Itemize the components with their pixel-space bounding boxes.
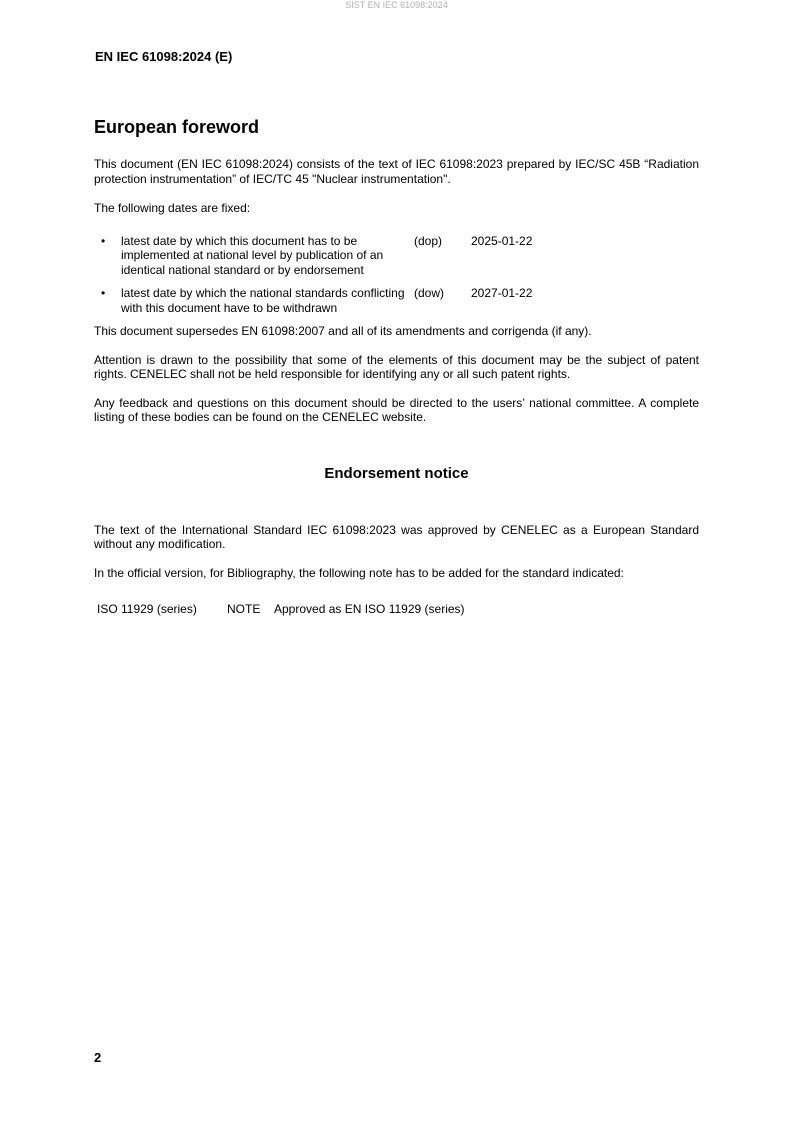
foreword-title: European foreword: [94, 117, 260, 137]
page-content: [94, 116, 699, 617]
feedback-paragraph: Any feedback and questions on this document should be directed to the users’ national committee. A complete listing of these bodies can be found on the CENELEC website.: [94, 395, 699, 424]
bullet-icon: •: [101, 233, 106, 248]
date-row-dow: [94, 286, 699, 315]
endorsement-title: Endorsement notice: [324, 464, 469, 482]
approval-paragraph: The text of the International Standard IEC 61098:2023 was approved by CENELEC as a European Standard without any modification.: [94, 522, 699, 551]
date-row-dop: [94, 234, 699, 278]
bullet-icon: •: [101, 286, 106, 300]
bibliography-note: [94, 602, 699, 617]
date-code: (dop): [414, 233, 443, 248]
foreword-intro-paragraph: This document (EN IEC 61098:2024) consists of the text of IEC 61098:2023 prepared by IEC/SC 45B “Radiation protection instrumentation” of IEC/TC 45 "Nuclear instrumentation".: [94, 157, 699, 186]
date-code: (dow): [414, 286, 445, 300]
date-description: latest date by which this document has to be implemented at national level by publication of an identical national standard or by endorsement: [121, 233, 384, 277]
note-reference: ISO 11929 (series): [97, 602, 197, 616]
date-description: latest date by which the national standards conflicting with this document have to be withdrawn: [121, 286, 405, 315]
dates-list: [94, 234, 699, 316]
bibliography-intro-paragraph: In the official version, for Bibliography, the following note has to be added for the standard indicated:: [94, 565, 624, 580]
date-value: 2025-01-22: [471, 233, 533, 248]
date-value: 2027-01-22: [471, 286, 533, 300]
page-number: 2: [94, 1050, 102, 1065]
note-label: NOTE: [227, 602, 261, 616]
dates-intro-paragraph: The following dates are fixed:: [94, 201, 251, 215]
patent-paragraph: Attention is drawn to the possibility that some of the elements of this document may be the subject of patent rights. CENELEC shall not be held responsible for identifying any or all such patent rights.: [94, 352, 699, 381]
watermark: SIST EN IEC 61098:2024: [345, 0, 448, 10]
supersedes-paragraph: This document supersedes EN 61098:2007 and all of its amendments and corrigenda (if any).: [94, 324, 592, 338]
note-text: Approved as EN ISO 11929 (series): [274, 602, 465, 616]
document-id-header: EN IEC 61098:2024 (E): [95, 49, 233, 64]
